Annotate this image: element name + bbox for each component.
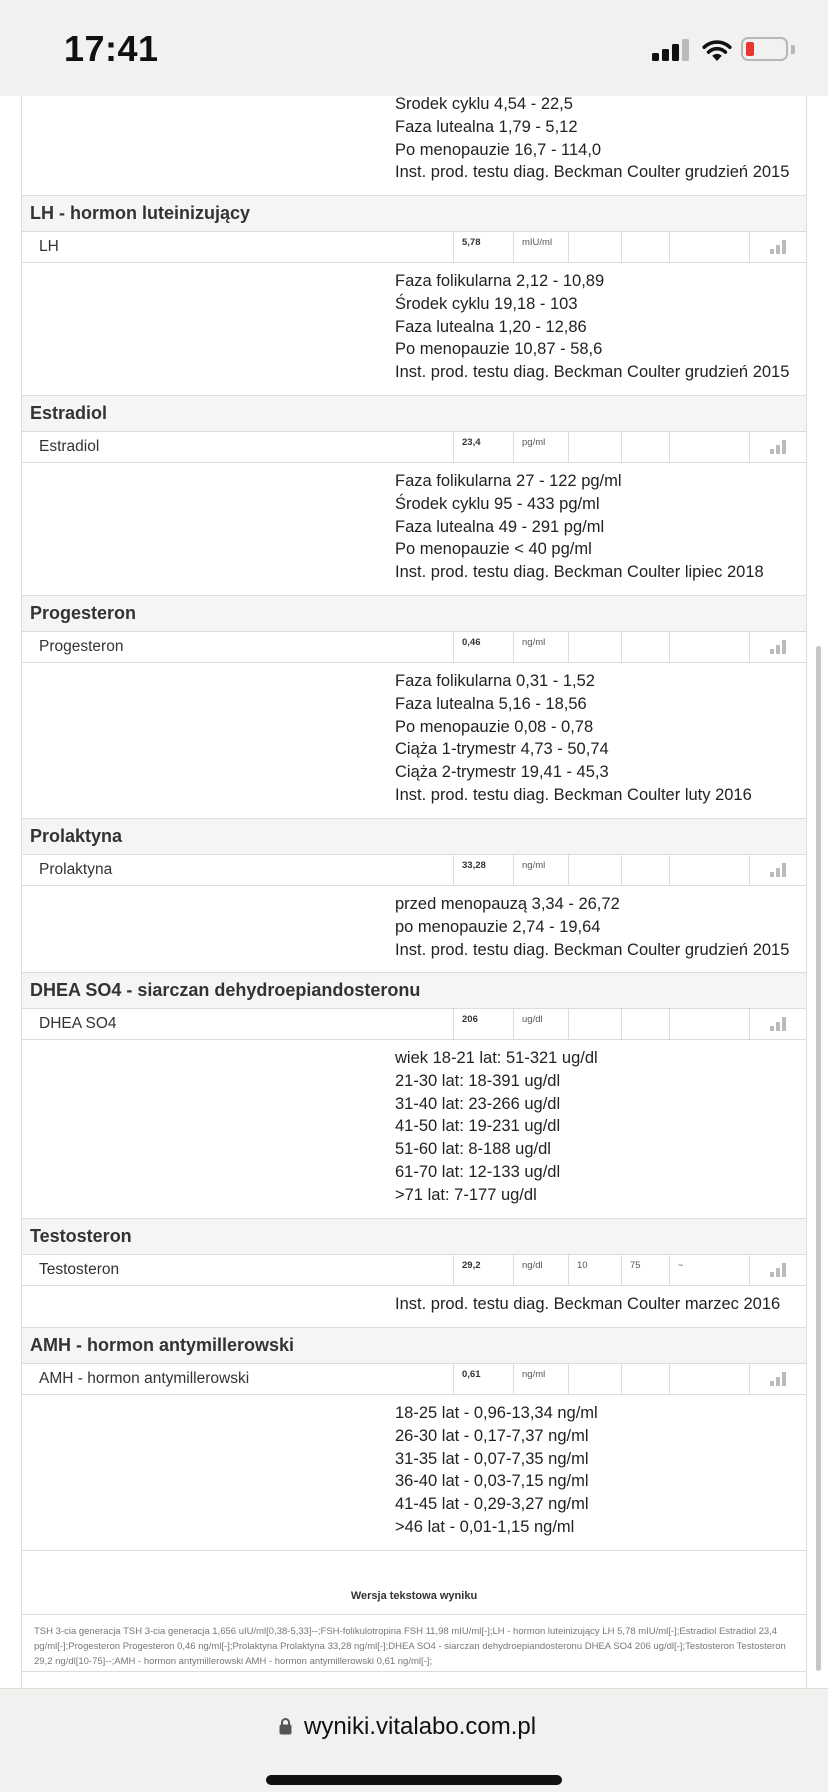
range-high: 75: [622, 1255, 670, 1285]
reference-line: Inst. prod. testu diag. Beckman Coulter grudzień 2015: [395, 363, 790, 382]
result-flag: [670, 432, 750, 462]
reference-line: Inst. prod. testu diag. Beckman Coulter luty 2016: [395, 786, 752, 804]
result-unit: ng/ml: [514, 855, 569, 885]
status-bar: [0, 0, 828, 96]
reference-line: Faza folikularna 0,31 - 1,52: [395, 672, 595, 690]
result-value: 23,4: [454, 432, 514, 462]
name-divider: [22, 1255, 454, 1285]
chart-icon[interactable]: [770, 240, 788, 254]
reference-line: Inst. prod. testu diag. Beckman Coulter lipiec 2018: [395, 563, 764, 582]
result-row[interactable]: [22, 432, 806, 463]
result-name: Prolaktyna: [39, 861, 113, 878]
wifi-icon: [700, 36, 734, 62]
reference-line: Po menopauzie 0,08 - 0,78: [395, 717, 594, 736]
result-flag: ~: [670, 1255, 750, 1285]
range-high: [622, 632, 670, 662]
reference-line: 31-35 lat - 0,07-7,35 ng/ml: [395, 1449, 589, 1468]
range-high: [622, 432, 670, 462]
reference-ranges: [22, 663, 806, 819]
reference-line: >71 lat: 7-177 ug/dl: [395, 1185, 537, 1204]
chart-icon[interactable]: [770, 1372, 788, 1386]
name-divider: [22, 432, 454, 462]
reference-line: wiek 18-21 lat: 51-321 ug/dl: [395, 1049, 598, 1067]
reference-line: Środek cyklu 4,54 - 22,5: [395, 96, 573, 113]
reference-line: po menopauzie 2,74 - 19,64: [395, 917, 601, 936]
result-value: 5,78: [454, 232, 514, 262]
range-low: [569, 855, 622, 885]
result-name: DHEA SO4: [39, 1015, 117, 1032]
section-header: [22, 819, 806, 855]
reference-line: Inst. prod. testu diag. Beckman Coulter grudzień 2015: [395, 940, 790, 959]
reference-line: 26-30 lat - 0,17-7,37 ng/ml: [395, 1426, 589, 1445]
range-high: [622, 855, 670, 885]
reference-ranges: [22, 263, 806, 396]
home-indicator[interactable]: [266, 1775, 562, 1785]
range-low: [569, 1364, 622, 1394]
result-flag: [670, 1009, 750, 1039]
result-name: AMH - hormon antymillerowski: [39, 1370, 250, 1387]
reference-line: 21-30 lat: 18-391 ug/dl: [395, 1071, 561, 1090]
reference-line: Ciąża 1-trymestr 4,73 - 50,74: [395, 740, 609, 759]
result-row[interactable]: [22, 1009, 806, 1040]
range-high: [622, 1009, 670, 1039]
result-name: Testosteron: [39, 1261, 120, 1278]
reference-line: Po menopauzie 10,87 - 58,6: [395, 340, 603, 359]
name-divider: [22, 632, 454, 662]
result-value: 0,61: [454, 1364, 514, 1394]
reference-line: Faza lutealna 1,79 - 5,12: [395, 117, 578, 136]
result-value: 206: [454, 1009, 514, 1039]
section-title: DHEA SO4 - siarczan dehydroepiandosteronu: [30, 980, 421, 1000]
name-divider: [22, 232, 454, 262]
reference-line: 61-70 lat: 12-133 ug/dl: [395, 1163, 561, 1181]
result-flag: [670, 232, 750, 262]
section-header: [22, 1219, 806, 1255]
reference-line: >46 lat - 0,01-1,15 ng/ml: [395, 1518, 575, 1536]
reference-line: Środek cyklu 95 - 433 pg/ml: [395, 494, 600, 513]
result-row[interactable]: [22, 1255, 806, 1286]
section-header: [22, 196, 806, 232]
result-value: 33,28: [454, 855, 514, 885]
section-header: [22, 396, 806, 432]
name-divider: [22, 1364, 454, 1394]
text-version-box: TSH 3-cia generacja TSH 3-cia generacja 1,656 uIU/ml[0,38-5,33]--;FSH-folikulotropina FSH 11,98 mIU/ml[-];LH - hormon luteinizujący LH 5,78 mIU/ml[-];Estradiol Estradiol 23,4 pg/ml[-];Progesteron Progesteron 0,46 ng/ml[-];Prolaktyna Prolaktyna 33,28 ng/ml[-];DHEA SO4 - siarczan dehydroepiandosteronu DHEA SO4 206 ug/dl[-];Testosteron Testosteron 29,2 ng/dl[10-75]--;AMH - hormon antymillerowski AMH - hormon antymillerowski 0,61 ng/ml[-];: [21, 1614, 807, 1688]
reference-line: 36-40 lat - 0,03-7,15 ng/ml: [395, 1472, 589, 1491]
results-page[interactable]: [0, 96, 828, 1688]
lock-icon: [279, 1717, 292, 1735]
chart-icon[interactable]: [770, 863, 788, 877]
chart-icon[interactable]: [770, 1263, 788, 1277]
range-low: [569, 232, 622, 262]
cellular-signal-icon: [652, 37, 690, 61]
url-text[interactable]: wyniki.vitalabo.com.pl: [304, 1713, 537, 1740]
result-name: LH: [39, 238, 59, 255]
result-row[interactable]: [22, 232, 806, 263]
reference-line: Po menopauzie 16,7 - 114,0: [395, 140, 602, 159]
battery-cap: [791, 45, 795, 54]
status-time: 17:41: [64, 28, 159, 69]
section-header: [22, 973, 806, 1009]
reference-ranges: [22, 1286, 806, 1328]
result-row[interactable]: [22, 1364, 806, 1395]
section-header: [22, 1328, 806, 1364]
result-unit: ug/dl: [514, 1009, 569, 1039]
reference-line: 18-25 lat - 0,96-13,34 ng/ml: [395, 1404, 598, 1422]
reference-line: przed menopauzą 3,34 - 26,72: [395, 895, 620, 913]
reference-line: Inst. prod. testu diag. Beckman Coulter marzec 2016: [395, 1295, 781, 1313]
results-table: [21, 96, 807, 1672]
reference-ranges: [22, 1040, 806, 1219]
range-low: [569, 632, 622, 662]
range-low: [569, 1009, 622, 1039]
reference-line: Faza lutealna 5,16 - 18,56: [395, 694, 587, 713]
reference-line: Środek cyklu 19,18 - 103: [395, 294, 578, 313]
name-divider: [22, 855, 454, 885]
result-unit: mIU/ml: [514, 232, 569, 262]
section-title: Progesteron: [30, 603, 137, 623]
section-title: AMH - hormon antymillerowski: [30, 1335, 295, 1355]
reference-ranges: [22, 463, 806, 596]
range-low: [569, 432, 622, 462]
battery-icon: [741, 37, 788, 61]
text-version-title: Wersja tekstowa wyniku: [350, 1590, 478, 1602]
result-flag: [670, 855, 750, 885]
range-high: [622, 232, 670, 262]
result-row[interactable]: [22, 855, 806, 886]
reference-line: 31-40 lat: 23-266 ug/dl: [395, 1094, 561, 1113]
reference-ranges: [22, 96, 806, 196]
result-unit: ng/ml: [514, 1364, 569, 1394]
scrollbar[interactable]: [816, 646, 821, 1671]
reference-ranges: [22, 886, 806, 973]
result-name: Estradiol: [39, 438, 100, 455]
result-name: Progesteron: [39, 638, 124, 655]
result-value: 0,46: [454, 632, 514, 662]
chart-icon[interactable]: [770, 440, 788, 454]
chart-icon[interactable]: [770, 640, 788, 654]
reference-line: Faza folikularna 2,12 - 10,89: [395, 272, 605, 290]
reference-line: 51-60 lat: 8-188 ug/dl: [395, 1140, 551, 1159]
section-title: Prolaktyna: [30, 826, 123, 846]
range-high: [622, 1364, 670, 1394]
section-header: [22, 596, 806, 632]
section-title: Testosteron: [30, 1226, 132, 1246]
section-title: Estradiol: [30, 403, 108, 423]
name-divider: [22, 1009, 454, 1039]
reference-ranges: [22, 1395, 806, 1551]
reference-line: 41-45 lat - 0,29-3,27 ng/ml: [395, 1495, 589, 1514]
result-flag: [670, 1364, 750, 1394]
result-unit: pg/ml: [514, 432, 569, 462]
reference-line: Inst. prod. testu diag. Beckman Coulter grudzień 2015: [395, 163, 790, 182]
chart-icon[interactable]: [770, 1017, 788, 1031]
reference-line: Faza folikularna 27 - 122 pg/ml: [395, 472, 622, 490]
result-value: 29,2: [454, 1255, 514, 1285]
reference-line: Faza lutealna 49 - 291 pg/ml: [395, 517, 605, 536]
result-row[interactable]: [22, 632, 806, 663]
result-unit: ng/dl: [514, 1255, 569, 1285]
reference-line: Ciąża 2-trymestr 19,41 - 45,3: [395, 763, 609, 782]
range-low: 10: [569, 1255, 622, 1285]
section-title: LH - hormon luteinizujący: [30, 203, 251, 223]
reference-line: Faza lutealna 1,20 - 12,86: [395, 317, 587, 336]
reference-line: 41-50 lat: 19-231 ug/dl: [395, 1117, 561, 1136]
result-unit: ng/ml: [514, 632, 569, 662]
reference-line: Po menopauzie < 40 pg/ml: [395, 540, 592, 559]
result-flag: [670, 632, 750, 662]
